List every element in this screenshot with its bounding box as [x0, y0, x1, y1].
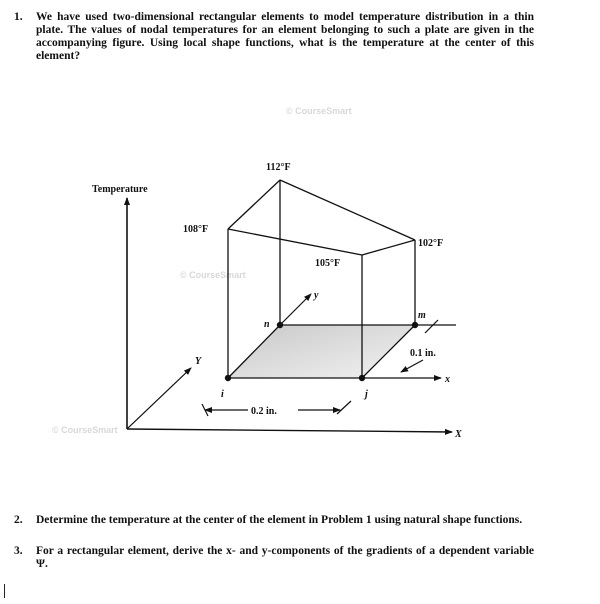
y-axis-label: Y — [195, 356, 202, 367]
x-axis — [127, 429, 452, 432]
node-m-label: m — [418, 310, 426, 321]
local-y-label: y — [314, 290, 319, 301]
problem-3-text: For a rectangular element, derive the x- and y-components of the gradients of a dependent variable Ψ. — [36, 545, 534, 570]
width-dim-label: 0.2 in. — [251, 406, 277, 417]
node-i-label: i — [221, 389, 224, 400]
top-edge-m-j — [362, 240, 415, 255]
temperature-n-label: 112°F — [266, 162, 291, 173]
node-j-label: j — [365, 389, 368, 400]
element-plate — [228, 325, 415, 378]
temperature-i-label: 108°F — [183, 224, 209, 235]
x-axis-label: X — [455, 429, 462, 440]
page-edge-mark — [4, 584, 5, 598]
problem-2-text: Determine the temperature at the center of the element in Problem 1 using natural shape functions. — [36, 514, 523, 526]
problem-1-text: We have used two-dimensional rectangular elements to model temperature distribution in a thin plate. The values of nodal temperatures for an element belonging to such a plate are given in the accompanying figure. Using local shape functions, what is the temperature at the center of this element? — [36, 11, 534, 62]
height-dim-arrow-bottom — [401, 360, 423, 372]
local-x-label: x — [445, 374, 450, 385]
y-axis — [127, 368, 191, 429]
problem-2-number: 2. — [14, 514, 23, 526]
top-edge-j-i — [228, 229, 362, 255]
height-dim-arrow-top — [425, 320, 438, 333]
watermark-left: © CourseSmart — [52, 425, 118, 435]
top-edge-n-m — [280, 180, 415, 240]
node-i — [225, 375, 231, 381]
problem-3-number: 3. — [14, 545, 23, 557]
problem-2 — [14, 514, 534, 527]
node-m — [412, 322, 418, 328]
top-edge-i-n — [228, 180, 280, 229]
node-n-label: n — [264, 319, 270, 330]
problem-3 — [14, 545, 534, 571]
problem-1-number: 1. — [14, 11, 23, 23]
height-dim-label: 0.1 in. — [410, 348, 436, 359]
temperature-axis-label: Temperature — [92, 184, 148, 195]
temperature-m-label: 102°F — [418, 238, 444, 249]
width-dim-tick-right — [337, 401, 351, 414]
node-n — [277, 322, 283, 328]
node-j — [359, 375, 365, 381]
temperature-j-label: 105°F — [315, 258, 341, 269]
local-y-axis — [280, 294, 311, 325]
watermark-top: © CourseSmart — [286, 106, 352, 116]
watermark-middle: © CourseSmart — [180, 270, 246, 280]
